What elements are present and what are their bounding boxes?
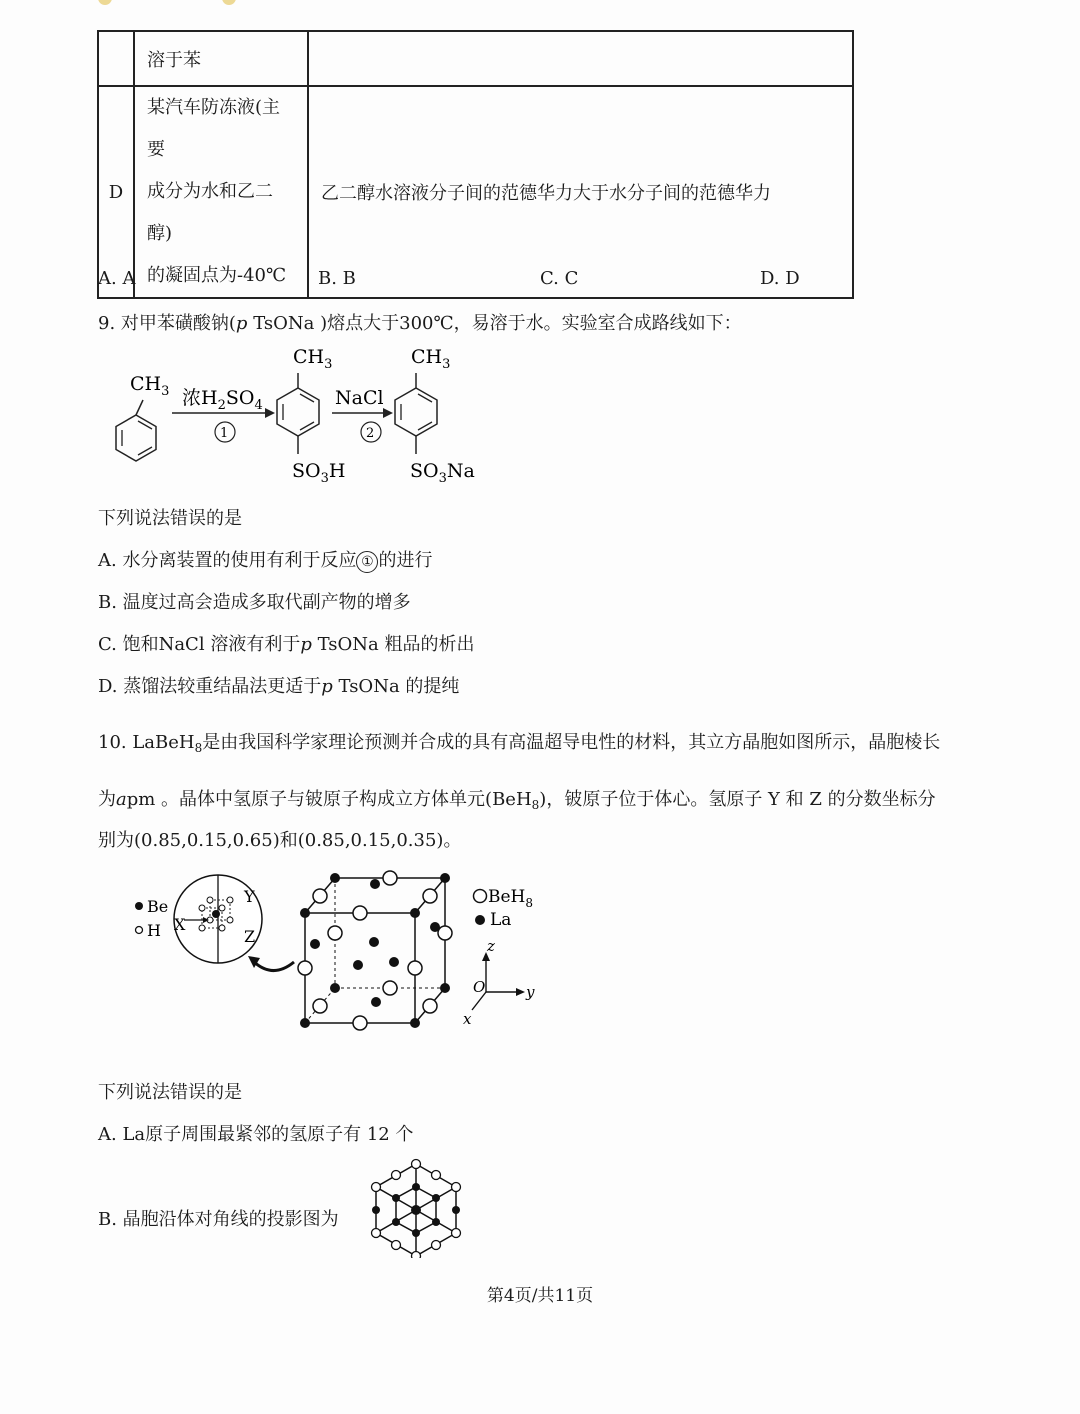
crystal-cell-figure [120, 862, 560, 1037]
acid-ch3: $CH_3$ [293, 346, 333, 372]
q8-option-a: A. A [98, 268, 136, 289]
toluene-ch3: $CH_3$ [130, 373, 170, 399]
row-d-label: D [98, 86, 134, 298]
q9-option-c: C. 饱和NaCl 溶液有利于p TsONa 粗品的析出 [98, 634, 475, 655]
legend-la: La [490, 910, 512, 930]
label-z: Z [244, 927, 256, 946]
row-d-phenomenon: 某汽车防冻液(主要 成分为水和乙二醇) 的凝固点为-40℃ [134, 86, 308, 298]
axis-origin: O [473, 978, 486, 996]
q10-option-a: A. La原子周围最紧邻的氢原子有 12 个 [98, 1124, 414, 1145]
q10-stem-line2: 为apm 。晶体中氢原子与铍原子构成立方体单元(BeH$_8$)，铍原子位于体心。氢原子 Y 和 Z 的分数坐标分 [98, 789, 936, 812]
q10-stem-line1: 10. LaBeH$_8$是由我国科学家理论预测并合成的具有高温超导电性的材料，其立方晶胞如图所示，晶胞棱长 [98, 732, 941, 755]
q9-option-a: A. 水分离装置的使用有利于反应 ① 的进行 [98, 550, 433, 571]
legend-beh8: BeH$_8$ [488, 887, 534, 910]
axis-x: x [463, 1010, 472, 1028]
label-x: X [174, 915, 186, 934]
legend-h: H [147, 921, 161, 940]
row-d-explanation: 乙二醇水溶液分子间的范德华力大于水分子间的范德华力 [308, 86, 853, 298]
axis-z: z [487, 937, 495, 955]
svg-text:1: 1 [220, 426, 229, 441]
q8-options-table [97, 30, 854, 299]
q9-stem: 9. 对甲苯磺酸钠(p TsONa )熔点大于300℃，易溶于水。实验室合成路线如下： [98, 313, 742, 334]
axis-y: y [526, 983, 535, 1001]
projection-figure [368, 1158, 464, 1258]
q9-option-d: D. 蒸馏法较重结晶法更适于p TsONa 的提纯 [98, 676, 460, 697]
svg-text:2: 2 [366, 426, 375, 441]
reagent-conc-h2so4: 浓$H_2SO_4$ [182, 387, 263, 413]
label-y: Y [244, 887, 255, 906]
q10-stem-line3: 别为(0.85,0.15,0.65)和(0.85,0.15,0.35)。 [98, 830, 462, 851]
reagent-nacl: NaCl [335, 387, 384, 409]
salt-so3na: $SO_3Na$ [410, 460, 475, 486]
table-row [98, 31, 853, 86]
legend-be: Be [147, 897, 169, 916]
row-c-cell: 溶于苯 [134, 31, 308, 86]
table-row [98, 86, 853, 298]
acid-so3h: $SO_3H$ [292, 460, 346, 486]
salt-ch3: $CH_3$ [411, 346, 451, 372]
q10-question: 下列说法错误的是 [98, 1082, 242, 1103]
q8-option-c: C. C [540, 268, 579, 289]
q8-option-b: B. B [318, 268, 356, 289]
page-footer: 第4页/共11页 [486, 1286, 594, 1306]
q9-option-b: B. 温度过高会造成多取代副产物的增多 [98, 592, 411, 613]
synthesis-scheme [100, 340, 500, 490]
q10-option-b: B. 晶胞沿体对角线的投影图为 [98, 1209, 339, 1230]
q9-question: 下列说法错误的是 [98, 508, 242, 529]
q8-option-d: D. D [760, 268, 800, 289]
